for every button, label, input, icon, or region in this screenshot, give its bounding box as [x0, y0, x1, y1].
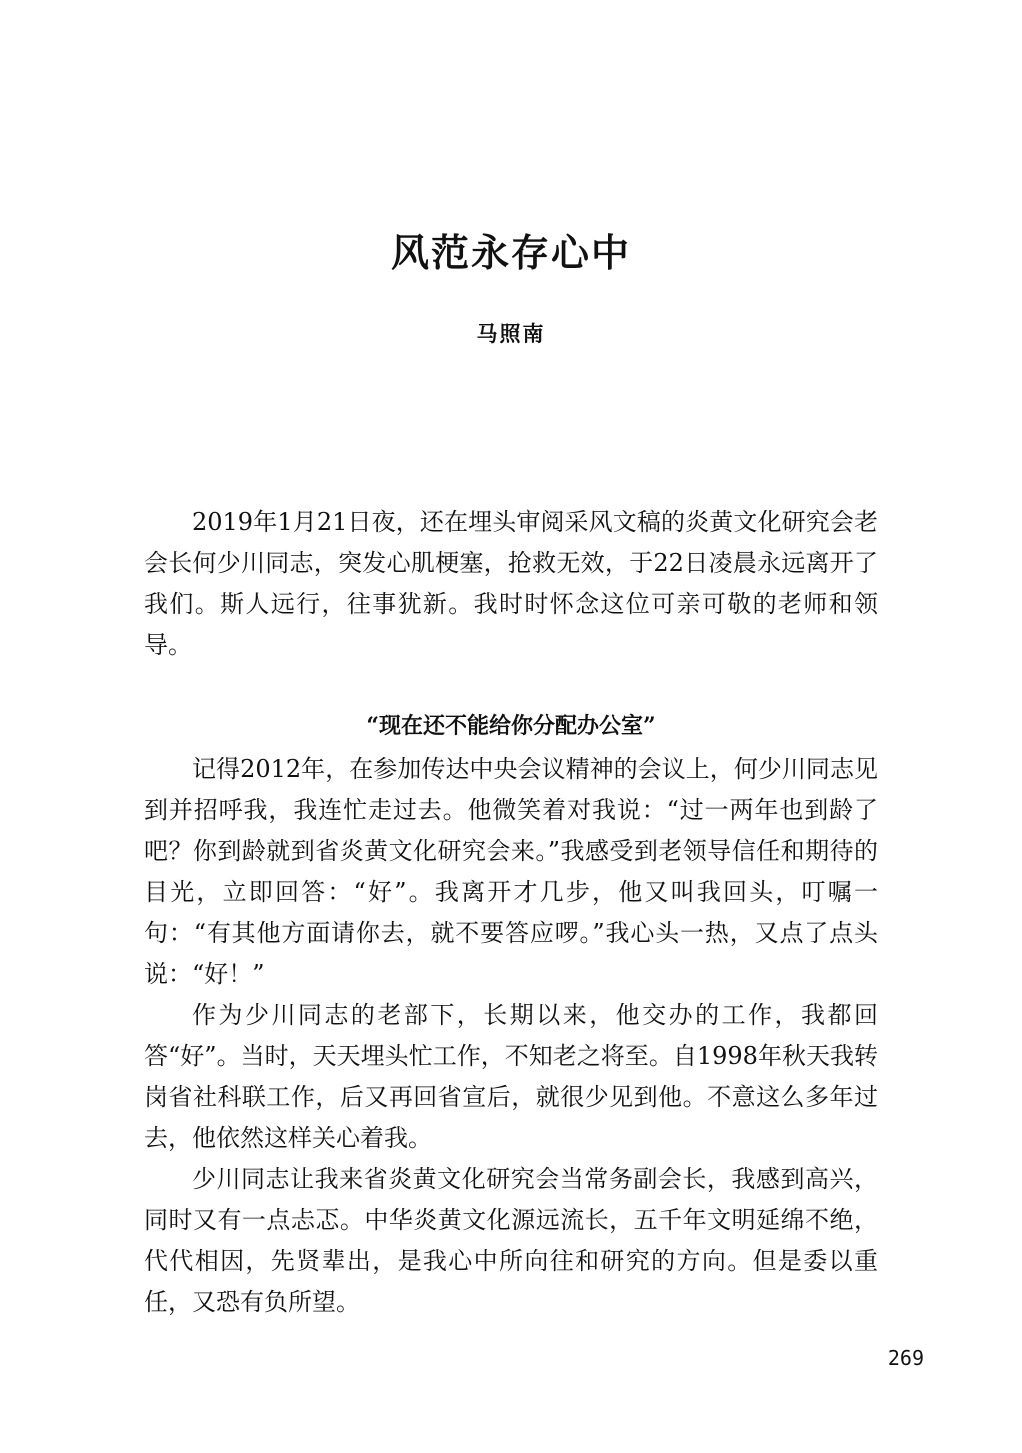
body-paragraph-1: 记得2012年，在参加传达中央会议精神的会议上，何少川同志见到并招呼我，我连忙走过去。他微笑着对我说：“过一两年也到龄了吧？你到龄就到省炎黄文化研究会来。”我感受到老领导信任和期待的目光，立即回答：“好”。我离开才几步，他又叫我回头，叮嘱一句：“有其他方面请你去，就不要答应啰。”我心头一热，又点了点头说：“好！”	[144, 755, 878, 988]
body-paragraph-3: 少川同志让我来省炎黄文化研究会当常务副会长，我感到高兴，同时又有一点忐忑。中华炎黄文化源远流长，五千年文明延绵不绝，代代相因，先贤辈出，是我心中所向往和研究的方向。但是委以重任，又恐有负所望。	[144, 1165, 878, 1316]
section-heading: “现在还不能给你分配办公室”	[366, 713, 656, 739]
article-author: 马照南	[476, 321, 546, 346]
intro-paragraph: 2019年1月21日夜，还在埋头审阅采风文稿的炎黄文化研究会老会长何少川同志，突发心肌梗塞，抢救无效，于22日凌晨永远离开了我们。斯人远行，往事犹新。我时时怀念这位可亲可敬的老师和领导。	[144, 508, 878, 659]
article-title: 风范永存心中	[390, 230, 631, 275]
page-number: 269	[887, 1346, 924, 1370]
body-paragraph-2: 作为少川同志的老部下，长期以来，他交办的工作，我都回答“好”。当时，天天埋头忙工作，不知老之将至。自1998年秋天我转岗省社科联工作，后又再回省宣后，就很少见到他。不意这么多年过去，他依然这样关心着我。	[144, 1001, 878, 1152]
